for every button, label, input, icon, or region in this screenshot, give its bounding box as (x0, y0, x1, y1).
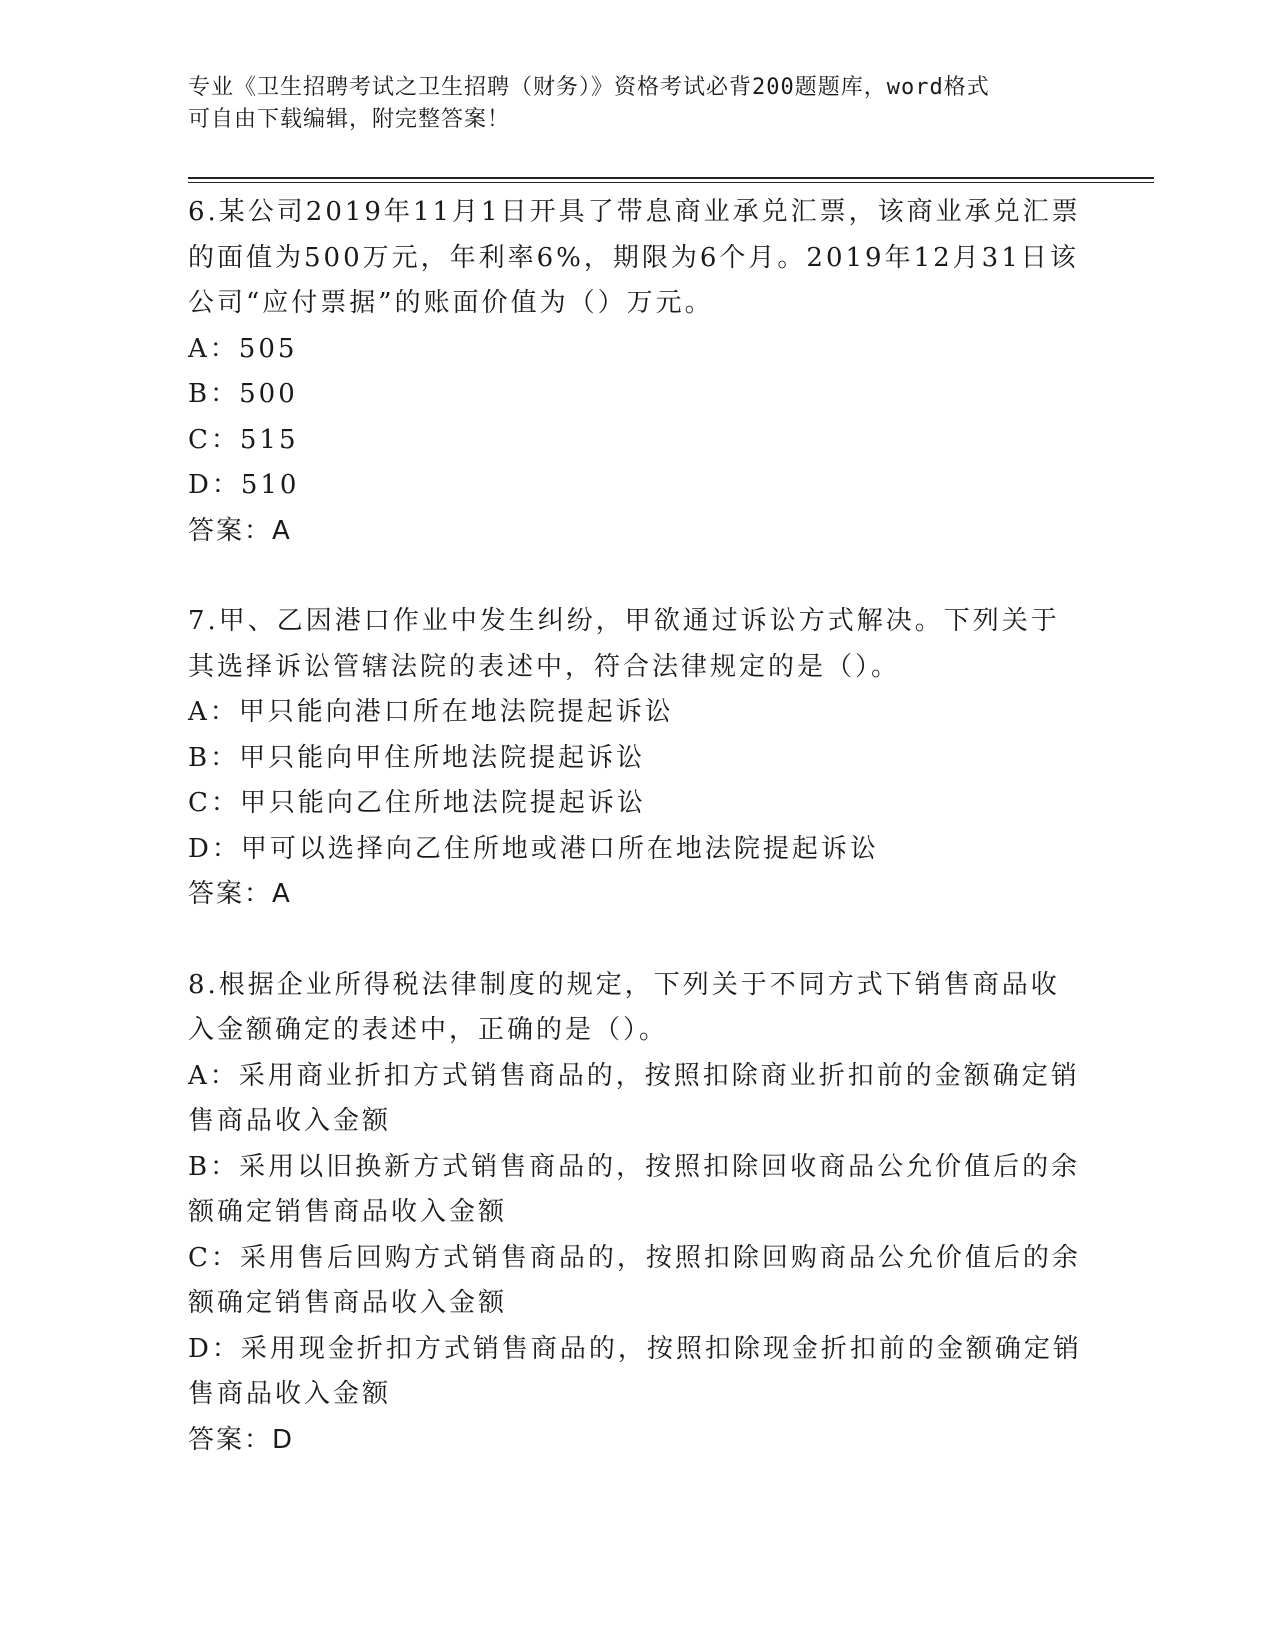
document-header (188, 72, 1088, 136)
option-d: D：甲可以选择向乙住所地或港口所在地法院提起诉讼 (188, 833, 879, 864)
question-stem: 7.甲、乙因港口作业中发生纠纷，甲欲通过诉讼方式解决。下列关于其选择诉讼管辖法院的表述中，符合法律规定的是（）。 (188, 606, 1060, 682)
answer: 答案：A (188, 879, 292, 909)
option-c: C：甲只能向乙住所地法院提起诉讼 (188, 788, 646, 818)
option-a: A：采用商业折扣方式销售商品的，按照扣除商业折扣前的金额确定销售商品收入金额 (188, 1060, 1080, 1136)
header-line-1: 专业《卫生招聘考试之卫生招聘（财务）》资格考试必背200题题库，word格式 (188, 75, 990, 100)
question-7 (188, 599, 1088, 918)
answer: 答案：D (188, 1424, 295, 1455)
header-divider-thin (188, 182, 1154, 183)
answer: 答案：A (188, 515, 292, 546)
question-6 (188, 190, 1088, 554)
option-c: C：515 (188, 424, 299, 455)
question-stem: 8.根据企业所得税法律制度的规定，下列关于不同方式下销售商品收入金额确定的表述中，正确的是（）。 (188, 969, 1060, 1045)
option-d: D：510 (188, 470, 300, 500)
question-8 (188, 963, 1088, 1464)
option-b: B：500 (188, 379, 298, 409)
option-a: A：甲只能向港口所在地法院提起诉讼 (188, 697, 674, 727)
option-d: D：采用现金折扣方式销售商品的，按照扣除现金折扣前的金额确定销售商品收入金额 (188, 1333, 1082, 1409)
option-c: C：采用售后回购方式销售商品的，按照扣除回购商品公允价值后的余额确定销售商品收入金额 (188, 1242, 1081, 1318)
question-list (188, 190, 1088, 1508)
header-line-2: 可自由下载编辑，附完整答案！ (188, 107, 511, 132)
header-divider-thick (188, 177, 1154, 179)
question-stem: 6.某公司2019年11月1日开具了带息商业承兑汇票，该商业承兑汇票的面值为500万元，年利率6%，期限为6个月。2019年12月31日该公司“应付票据”的账面价值为（）万元。 (188, 197, 1081, 318)
option-b: B：采用以旧换新方式销售商品的，按照扣除回收商品公允价值后的余额确定销售商品收入金额 (188, 1151, 1081, 1227)
option-a: A：505 (188, 333, 298, 364)
option-b: B：甲只能向甲住所地法院提起诉讼 (188, 742, 646, 773)
